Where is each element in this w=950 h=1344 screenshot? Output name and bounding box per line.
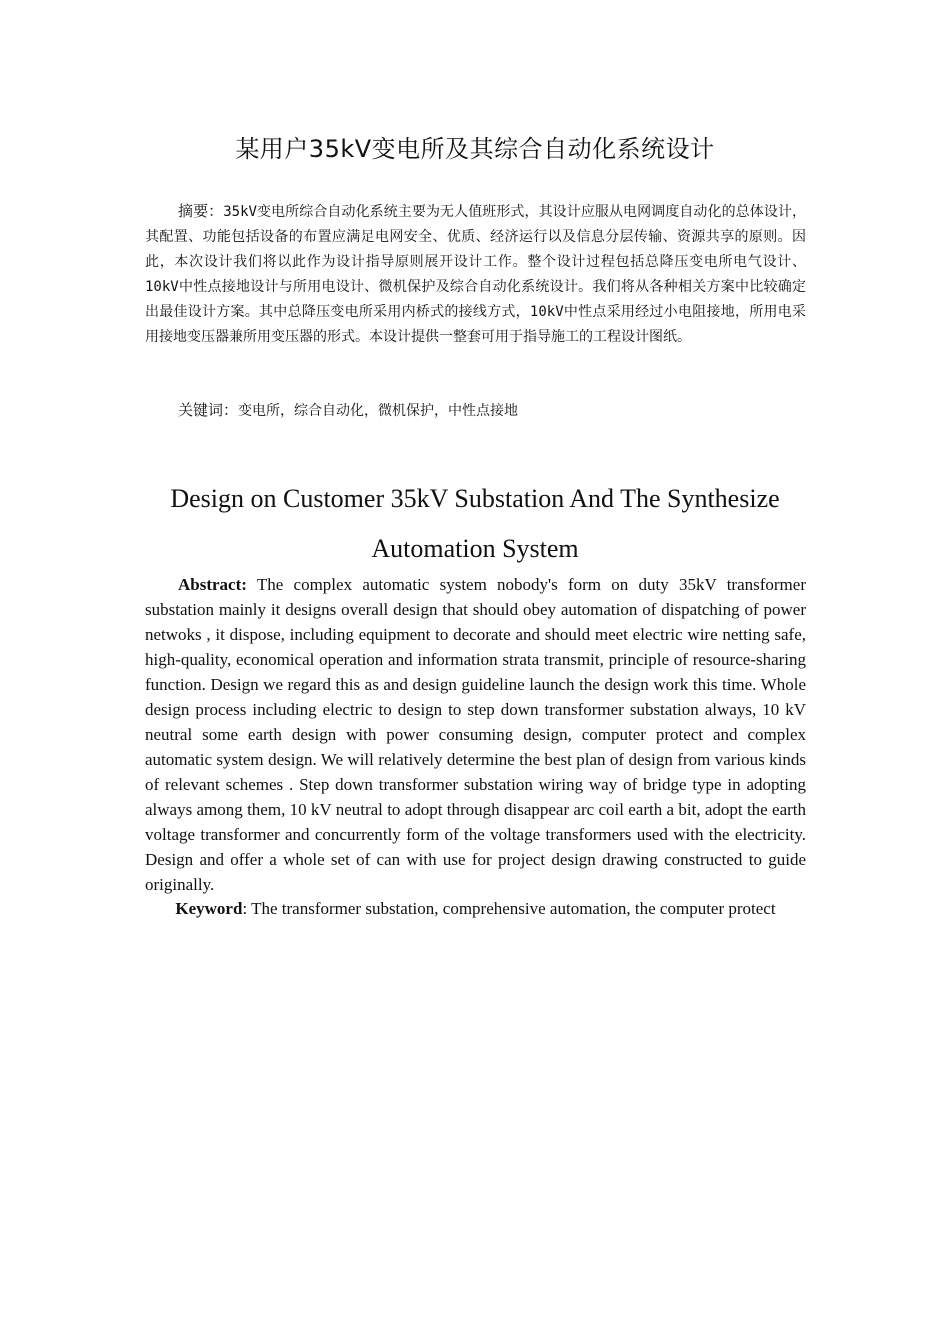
chinese-keywords-text: 变电所，综合自动化，微机保护，中性点接地 — [238, 403, 519, 419]
english-keywords — [145, 896, 806, 921]
chinese-abstract-label: 摘要： — [178, 202, 224, 220]
english-title-line-2: Automation System — [371, 534, 579, 563]
english-abstract-text: The complex automatic system nobody's form on duty 35kV transformer substation mainly it designs overall design that should obey automation of dispatching of power netwoks , it dispose, including equipment to decorate and should meet electric wire netting safe, high-quality, economical operation and information strata transmit, principle of resource-sharing function. Design we regard this as and design guideline launch the design work this time. Whole design process including electric to design to step down transformer substation always, 10 kV neutral some earth design with power consuming design, computer protect and complex automatic system design. We will relatively determine the best plan of design from various kinds of relevant schemes . Step down transformer substation wiring way of bridge type in adopting always among them, 10 kV neutral to adopt through disappear arc coil earth a bit, adopt the earth voltage transformer and concurrently form of the voltage transformers used with the electricity. Design and offer a whole set of can with use for project design drawing constructed to guide originally. — [145, 575, 806, 894]
english-keywords-text: : The transformer substation, comprehensive automation, the computer protect — [242, 899, 776, 918]
chinese-abstract-text: 35kV变电所综合自动化系统主要为无人值班形式，其设计应服从电网调度自动化的总体设计，其配置、功能包括设备的布置应满足电网安全、优质、经济运行以及信息分层传输、资源共享的原则。因此，本次设计我们将以此作为设计指导原则展开设计工作。整个设计过程包括总降压变电所电气设计、10kV中性点接地设计与所用电设计、微机保护及综合自动化系统设计。我们将从各种相关方案中比较确定出最佳设计方案。其中总降压变电所采用内桥式的接线方式，10kV中性点采用经过小电阻接地，所用电采用接地变压器兼所用变压器的形式。本设计提供一整套可用于指导施工的工程设计图纸。 — [145, 204, 806, 345]
chinese-keywords-label: 关键词： — [178, 401, 239, 419]
english-abstract-label: Abstract: — [178, 575, 247, 594]
english-keywords-label: Keyword — [175, 899, 243, 918]
chinese-keywords — [178, 398, 806, 424]
english-title-line-1: Design on Customer 35kV Substation And The Synthesize — [170, 484, 780, 513]
chinese-abstract — [145, 199, 806, 350]
chinese-title: 某用户35kV变电所及其综合自动化系统设计 — [235, 135, 715, 163]
english-abstract — [145, 572, 806, 897]
english-title — [120, 474, 830, 574]
